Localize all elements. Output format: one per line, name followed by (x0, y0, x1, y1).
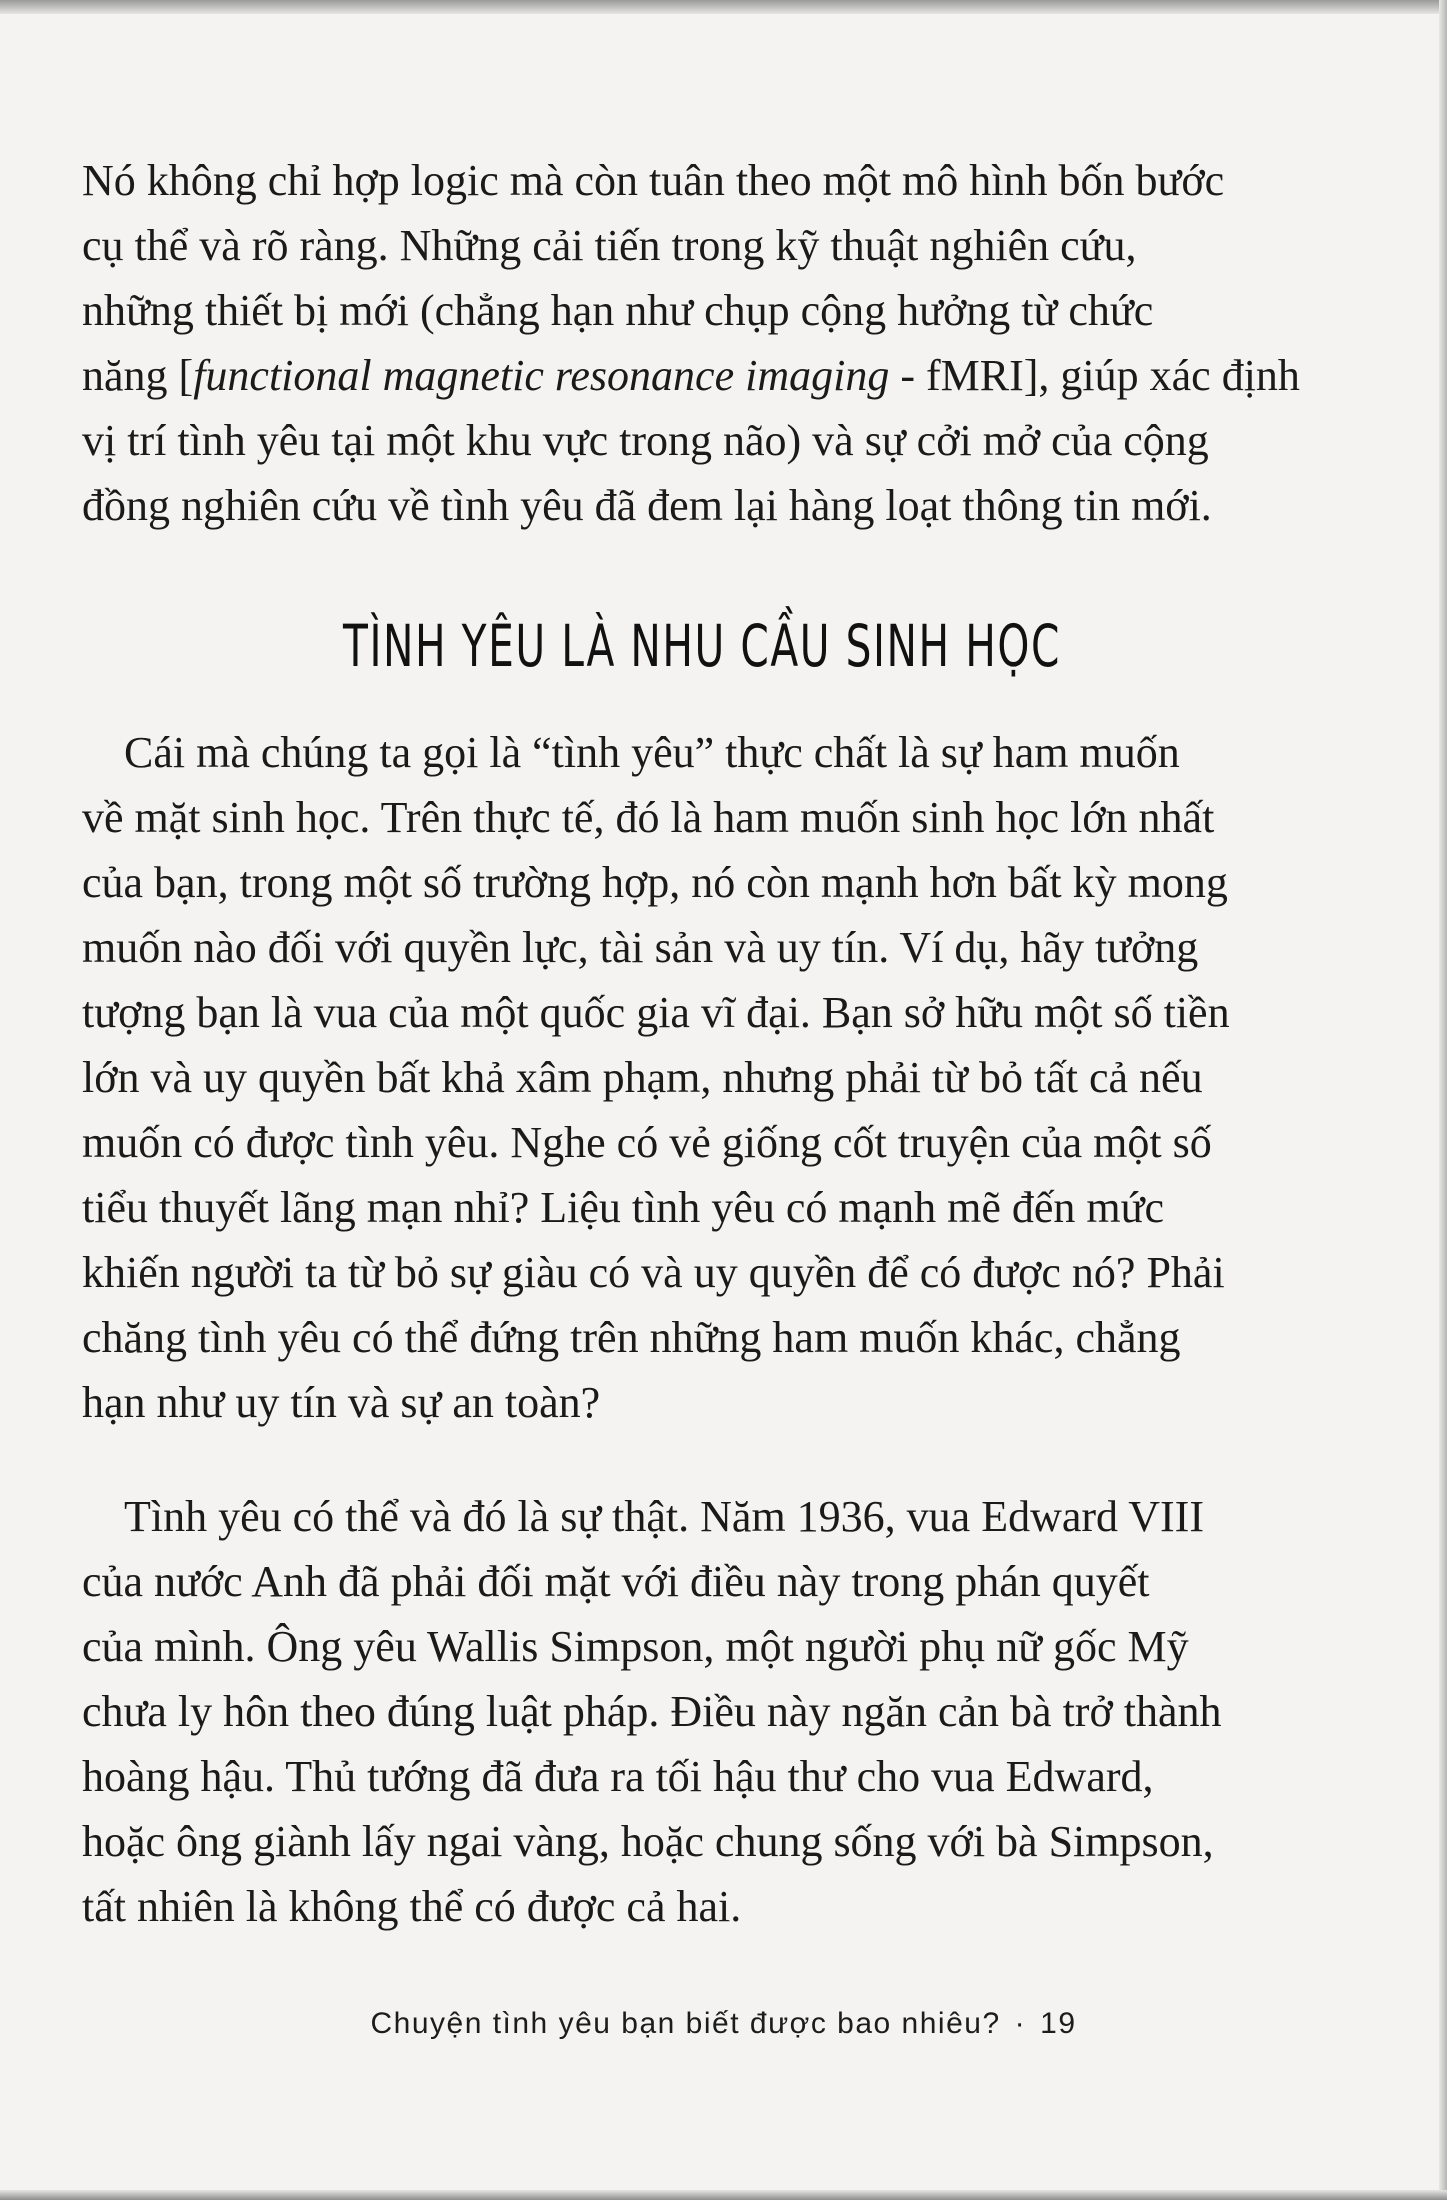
text-line: cụ thể và rõ ràng. Những cải tiến trong kỹ thuật nghiên cứu, (82, 221, 1137, 270)
text-line: hoặc ông giành lấy ngai vàng, hoặc chung sống với bà Simpson, (82, 1817, 1214, 1866)
text-line: khiến người ta từ bỏ sự giàu có và uy quyền để có được nó? Phải (82, 1248, 1225, 1297)
paragraph-intro (82, 148, 1322, 538)
section-heading: TÌNH YÊU LÀ NHU CẦU SINH HỌC (343, 612, 1061, 680)
text-line: hoàng hậu. Thủ tướng đã đưa ra tối hậu thư cho vua Edward, (82, 1752, 1154, 1801)
text-line: hạn như uy tín và sự an toàn? (82, 1378, 601, 1427)
text-line: Nó không chỉ hợp logic mà còn tuân theo một mô hình bốn bước (82, 156, 1225, 205)
text-line: của bạn, trong một số trường hợp, nó còn mạnh hơn bất kỳ mong (82, 858, 1228, 907)
text-line: muốn nào đối với quyền lực, tài sản và uy tín. Ví dụ, hãy tưởng (82, 923, 1199, 972)
italic-term: functional magnetic resonance imaging (193, 351, 890, 400)
text-line: tiểu thuyết lãng mạn nhỉ? Liệu tình yêu có mạnh mẽ đến mức (82, 1183, 1164, 1232)
text-line: tất nhiên là không thể có được cả hai. (82, 1882, 742, 1931)
text-line: Cái mà chúng ta gọi là “tình yêu” thực chất là sự ham muốn (124, 728, 1180, 777)
page-number: 19 (1040, 2007, 1077, 2040)
text-line: lớn và uy quyền bất khả xâm phạm, nhưng phải từ bỏ tất cả nếu (82, 1053, 1203, 1102)
text-line: những thiết bị mới (chẳng hạn như chụp cộng hưởng từ chức (82, 286, 1154, 335)
text-line: của mình. Ông yêu Wallis Simpson, một người phụ nữ gốc Mỹ (82, 1622, 1189, 1671)
text-line: vị trí tình yêu tại một khu vực trong não) và sự cởi mở của cộng (82, 416, 1209, 465)
paragraph-biological-desire (82, 720, 1322, 1435)
page-footer (0, 2007, 1447, 2041)
text-line: chăng tình yêu có thể đứng trên những ham muốn khác, chẳng (82, 1313, 1181, 1362)
text-line: chưa ly hôn theo đúng luật pháp. Điều này ngăn cản bà trở thành (82, 1687, 1222, 1736)
text-line-with-italic: năng [functional magnetic resonance imaging - fMRI], giúp xác định (82, 351, 1300, 400)
text-line: muốn có được tình yêu. Nghe có vẻ giống cốt truyện của một số (82, 1118, 1212, 1167)
running-title: Chuyện tình yêu bạn biết được bao nhiêu? (370, 2007, 1001, 2040)
text-line: tượng bạn là vua của một quốc gia vĩ đại. Bạn sở hữu một số tiền (82, 988, 1230, 1037)
scan-edge-bottom (0, 2190, 1447, 2200)
paragraph-edward-viii (82, 1484, 1322, 1939)
scan-edge-top (0, 0, 1447, 14)
scan-edge-right (1439, 0, 1447, 2200)
text-line: Tình yêu có thể và đó là sự thật. Năm 1936, vua Edward VIII (124, 1492, 1204, 1541)
text-line: về mặt sinh học. Trên thực tế, đó là ham muốn sinh học lớn nhất (82, 793, 1215, 842)
text-line: đồng nghiên cứu về tình yêu đã đem lại hàng loạt thông tin mới. (82, 481, 1212, 530)
footer-separator: · (1014, 2007, 1027, 2040)
text-line: của nước Anh đã phải đối mặt với điều này trong phán quyết (82, 1557, 1150, 1606)
